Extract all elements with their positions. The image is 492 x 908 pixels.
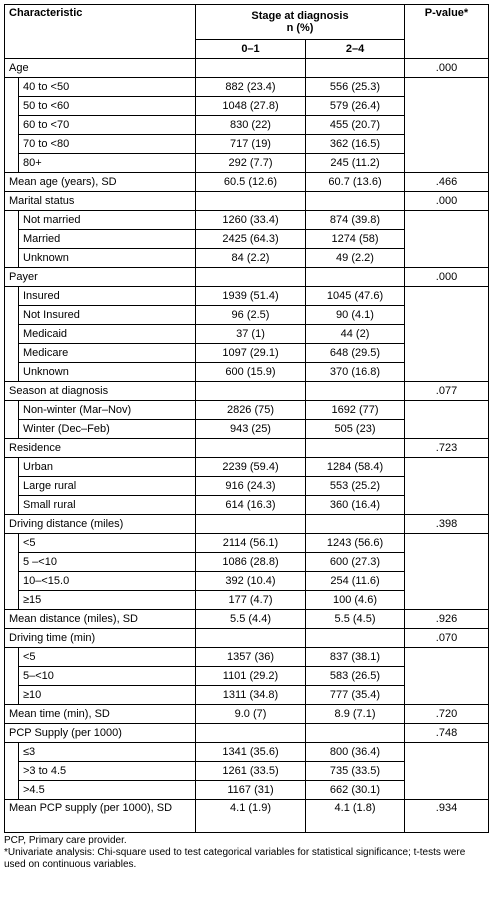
row-label: Married xyxy=(19,230,196,249)
row-col2: 648 (29.5) xyxy=(306,344,405,363)
row-label: <5 xyxy=(19,648,196,667)
row-col1: 943 (25) xyxy=(196,420,306,439)
table-row xyxy=(5,249,489,268)
table-row xyxy=(5,78,489,97)
p-value-blank xyxy=(405,477,489,496)
section-row xyxy=(5,724,489,743)
header-characteristic: Characteristic xyxy=(5,5,196,59)
table-row xyxy=(5,287,489,306)
section-title: Payer xyxy=(5,268,196,287)
section-col1: 9.0 (7) xyxy=(196,705,306,724)
row-label: Not married xyxy=(19,211,196,230)
section-row xyxy=(5,59,489,78)
table-row xyxy=(5,306,489,325)
p-value-blank xyxy=(405,306,489,325)
row-label: Winter (Dec–Feb) xyxy=(19,420,196,439)
row-col1: 84 (2.2) xyxy=(196,249,306,268)
header-col2: 2–4 xyxy=(306,40,405,59)
indent-cell xyxy=(5,572,19,591)
indent-cell xyxy=(5,325,19,344)
header-stage xyxy=(196,5,405,40)
p-value-blank xyxy=(405,572,489,591)
row-col1: 292 (7.7) xyxy=(196,154,306,173)
row-col2: 254 (11.6) xyxy=(306,572,405,591)
row-label: Large rural xyxy=(19,477,196,496)
row-label: Medicaid xyxy=(19,325,196,344)
table-row xyxy=(5,344,489,363)
indent-cell xyxy=(5,477,19,496)
p-value-blank xyxy=(405,230,489,249)
indent-cell xyxy=(5,420,19,439)
row-col2: 837 (38.1) xyxy=(306,648,405,667)
row-label: ≥15 xyxy=(19,591,196,610)
section-col1 xyxy=(196,59,306,78)
row-col2: 1284 (58.4) xyxy=(306,458,405,477)
section-title: Mean PCP supply (per 1000), SD xyxy=(5,800,196,833)
row-col2: 90 (4.1) xyxy=(306,306,405,325)
indent-cell xyxy=(5,401,19,420)
row-col2: 1692 (77) xyxy=(306,401,405,420)
row-col2: 44 (2) xyxy=(306,325,405,344)
indent-cell xyxy=(5,743,19,762)
row-col1: 1101 (29.2) xyxy=(196,667,306,686)
row-col1: 2425 (64.3) xyxy=(196,230,306,249)
section-p-value: .466 xyxy=(405,173,489,192)
section-row xyxy=(5,439,489,458)
table-row xyxy=(5,116,489,135)
header-col1: 0–1 xyxy=(196,40,306,59)
p-value-blank xyxy=(405,287,489,306)
row-label: Not Insured xyxy=(19,306,196,325)
header-p-value: P-value* xyxy=(405,5,489,59)
row-label: ≤3 xyxy=(19,743,196,762)
section-col2: 8.9 (7.1) xyxy=(306,705,405,724)
row-label: 80+ xyxy=(19,154,196,173)
row-col2: 583 (26.5) xyxy=(306,667,405,686)
row-col2: 800 (36.4) xyxy=(306,743,405,762)
table-row xyxy=(5,211,489,230)
section-col1 xyxy=(196,382,306,401)
section-col1 xyxy=(196,439,306,458)
row-col2: 579 (26.4) xyxy=(306,97,405,116)
row-label: >4.5 xyxy=(19,781,196,800)
section-p-value: .077 xyxy=(405,382,489,401)
p-value-blank xyxy=(405,781,489,800)
row-col1: 2826 (75) xyxy=(196,401,306,420)
row-col1: 1357 (36) xyxy=(196,648,306,667)
p-value-blank xyxy=(405,686,489,705)
indent-cell xyxy=(5,553,19,572)
section-title: Driving time (min) xyxy=(5,629,196,648)
row-col1: 916 (24.3) xyxy=(196,477,306,496)
row-col1: 392 (10.4) xyxy=(196,572,306,591)
row-label: 5–<10 xyxy=(19,667,196,686)
p-value-blank xyxy=(405,249,489,268)
section-title: Marital status xyxy=(5,192,196,211)
section-col1 xyxy=(196,515,306,534)
indent-cell xyxy=(5,230,19,249)
section-row xyxy=(5,705,489,724)
p-value-blank xyxy=(405,116,489,135)
row-col1: 830 (22) xyxy=(196,116,306,135)
indent-cell xyxy=(5,496,19,515)
row-col1: 1260 (33.4) xyxy=(196,211,306,230)
row-col1: 1261 (33.5) xyxy=(196,762,306,781)
row-col1: 1311 (34.8) xyxy=(196,686,306,705)
header-stage-line2: n (%) xyxy=(286,22,314,34)
section-title: Driving distance (miles) xyxy=(5,515,196,534)
row-col2: 100 (4.6) xyxy=(306,591,405,610)
p-value-blank xyxy=(405,401,489,420)
footnote: PCP, Primary care provider. xyxy=(4,835,127,846)
section-row xyxy=(5,629,489,648)
table-row xyxy=(5,496,489,515)
row-col1: 37 (1) xyxy=(196,325,306,344)
indent-cell xyxy=(5,363,19,382)
p-value-blank xyxy=(405,591,489,610)
row-col2: 360 (16.4) xyxy=(306,496,405,515)
row-col2: 455 (20.7) xyxy=(306,116,405,135)
section-col1: 4.1 (1.9) xyxy=(196,800,306,833)
indent-cell xyxy=(5,116,19,135)
indent-cell xyxy=(5,78,19,97)
row-label: Non-winter (Mar–Nov) xyxy=(19,401,196,420)
section-p-value: .070 xyxy=(405,629,489,648)
section-col1: 5.5 (4.4) xyxy=(196,610,306,629)
section-p-value: .398 xyxy=(405,515,489,534)
section-p-value: .748 xyxy=(405,724,489,743)
section-col2: 5.5 (4.5) xyxy=(306,610,405,629)
row-col2: 874 (39.8) xyxy=(306,211,405,230)
row-label: ≥10 xyxy=(19,686,196,705)
row-col1: 1167 (31) xyxy=(196,781,306,800)
row-col2: 662 (30.1) xyxy=(306,781,405,800)
table-row xyxy=(5,154,489,173)
section-p-value: .723 xyxy=(405,439,489,458)
table-row xyxy=(5,477,489,496)
table-row xyxy=(5,230,489,249)
row-col2: 600 (27.3) xyxy=(306,553,405,572)
section-row xyxy=(5,173,489,192)
row-col2: 49 (2.2) xyxy=(306,249,405,268)
indent-cell xyxy=(5,534,19,553)
p-value-blank xyxy=(405,667,489,686)
row-col2: 362 (16.5) xyxy=(306,135,405,154)
data-table xyxy=(4,4,489,833)
section-col2 xyxy=(306,724,405,743)
section-col1: 60.5 (12.6) xyxy=(196,173,306,192)
table-row xyxy=(5,591,489,610)
row-col1: 1086 (28.8) xyxy=(196,553,306,572)
row-label: Small rural xyxy=(19,496,196,515)
row-label: Unknown xyxy=(19,249,196,268)
row-col1: 1939 (51.4) xyxy=(196,287,306,306)
table-row xyxy=(5,667,489,686)
row-col2: 735 (33.5) xyxy=(306,762,405,781)
section-row xyxy=(5,192,489,211)
section-col2 xyxy=(306,268,405,287)
row-col1: 717 (19) xyxy=(196,135,306,154)
section-title: Mean age (years), SD xyxy=(5,173,196,192)
table-row xyxy=(5,648,489,667)
p-value-blank xyxy=(405,363,489,382)
section-col2 xyxy=(306,515,405,534)
section-row xyxy=(5,515,489,534)
indent-cell xyxy=(5,306,19,325)
row-label: 60 to <70 xyxy=(19,116,196,135)
row-col2: 556 (25.3) xyxy=(306,78,405,97)
row-label: 40 to <50 xyxy=(19,78,196,97)
section-col1 xyxy=(196,268,306,287)
indent-cell xyxy=(5,781,19,800)
row-label: Medicare xyxy=(19,344,196,363)
table-row xyxy=(5,553,489,572)
row-col1: 96 (2.5) xyxy=(196,306,306,325)
table-row xyxy=(5,135,489,154)
indent-cell xyxy=(5,344,19,363)
row-col1: 882 (23.4) xyxy=(196,78,306,97)
header-row xyxy=(5,5,489,40)
row-col2: 370 (16.8) xyxy=(306,363,405,382)
row-label: 70 to <80 xyxy=(19,135,196,154)
row-col1: 1341 (35.6) xyxy=(196,743,306,762)
p-value-blank xyxy=(405,325,489,344)
section-title: Residence xyxy=(5,439,196,458)
p-value-blank xyxy=(405,743,489,762)
row-col1: 2239 (59.4) xyxy=(196,458,306,477)
table-row xyxy=(5,743,489,762)
section-col1 xyxy=(196,629,306,648)
section-p-value: .926 xyxy=(405,610,489,629)
p-value-blank xyxy=(405,211,489,230)
section-row xyxy=(5,800,489,833)
row-col2: 245 (11.2) xyxy=(306,154,405,173)
row-col2: 777 (35.4) xyxy=(306,686,405,705)
section-p-value: .720 xyxy=(405,705,489,724)
row-col1: 600 (15.9) xyxy=(196,363,306,382)
indent-cell xyxy=(5,667,19,686)
table-row xyxy=(5,686,489,705)
table-row xyxy=(5,420,489,439)
table-row xyxy=(5,363,489,382)
row-label: 10–<15.0 xyxy=(19,572,196,591)
row-col1: 1097 (29.1) xyxy=(196,344,306,363)
row-label: <5 xyxy=(19,534,196,553)
p-value-blank xyxy=(405,78,489,97)
table-row xyxy=(5,401,489,420)
p-value-blank xyxy=(405,344,489,363)
row-col2: 1045 (47.6) xyxy=(306,287,405,306)
p-value-blank xyxy=(405,534,489,553)
p-value-blank xyxy=(405,458,489,477)
indent-cell xyxy=(5,686,19,705)
p-value-blank xyxy=(405,762,489,781)
row-label: 50 to <60 xyxy=(19,97,196,116)
footnotes xyxy=(4,835,488,871)
indent-cell xyxy=(5,97,19,116)
table-body xyxy=(5,5,489,833)
section-title: Age xyxy=(5,59,196,78)
section-title: Mean distance (miles), SD xyxy=(5,610,196,629)
section-row xyxy=(5,610,489,629)
row-label: Urban xyxy=(19,458,196,477)
indent-cell xyxy=(5,648,19,667)
section-col2 xyxy=(306,59,405,78)
section-p-value: .000 xyxy=(405,192,489,211)
indent-cell xyxy=(5,458,19,477)
section-col2 xyxy=(306,629,405,648)
section-col1 xyxy=(196,724,306,743)
row-label: >3 to 4.5 xyxy=(19,762,196,781)
indent-cell xyxy=(5,135,19,154)
p-value-blank xyxy=(405,97,489,116)
row-col1: 1048 (27.8) xyxy=(196,97,306,116)
p-value-blank xyxy=(405,496,489,515)
p-value-blank xyxy=(405,553,489,572)
table-row xyxy=(5,97,489,116)
indent-cell xyxy=(5,154,19,173)
table-row xyxy=(5,572,489,591)
row-label: Insured xyxy=(19,287,196,306)
p-value-blank xyxy=(405,135,489,154)
indent-cell xyxy=(5,591,19,610)
section-p-value: .000 xyxy=(405,59,489,78)
indent-cell xyxy=(5,287,19,306)
table-row xyxy=(5,781,489,800)
section-title: PCP Supply (per 1000) xyxy=(5,724,196,743)
header-stage-line1: Stage at diagnosis xyxy=(251,10,349,22)
footnote: *Univariate analysis: Chi-square used to test categorical variables for statistical significance; t-tests were used on continuous variables. xyxy=(4,847,466,870)
row-label: 5 –<10 xyxy=(19,553,196,572)
section-row xyxy=(5,268,489,287)
row-col2: 505 (23) xyxy=(306,420,405,439)
p-value-blank xyxy=(405,420,489,439)
row-col2: 1274 (58) xyxy=(306,230,405,249)
indent-cell xyxy=(5,762,19,781)
section-col2: 60.7 (13.6) xyxy=(306,173,405,192)
section-p-value: .934 xyxy=(405,800,489,833)
row-col2: 553 (25.2) xyxy=(306,477,405,496)
row-label: Unknown xyxy=(19,363,196,382)
section-col2 xyxy=(306,439,405,458)
section-title: Mean time (min), SD xyxy=(5,705,196,724)
p-value-blank xyxy=(405,648,489,667)
row-col1: 177 (4.7) xyxy=(196,591,306,610)
section-row xyxy=(5,382,489,401)
table-row xyxy=(5,534,489,553)
p-value-blank xyxy=(405,154,489,173)
section-col2 xyxy=(306,382,405,401)
table-row xyxy=(5,325,489,344)
section-col2 xyxy=(306,192,405,211)
table-row xyxy=(5,458,489,477)
section-title: Season at diagnosis xyxy=(5,382,196,401)
row-col1: 2114 (56.1) xyxy=(196,534,306,553)
section-col1 xyxy=(196,192,306,211)
indent-cell xyxy=(5,211,19,230)
section-p-value: .000 xyxy=(405,268,489,287)
table-row xyxy=(5,762,489,781)
row-col2: 1243 (56.6) xyxy=(306,534,405,553)
row-col1: 614 (16.3) xyxy=(196,496,306,515)
section-col2: 4.1 (1.8) xyxy=(306,800,405,833)
indent-cell xyxy=(5,249,19,268)
